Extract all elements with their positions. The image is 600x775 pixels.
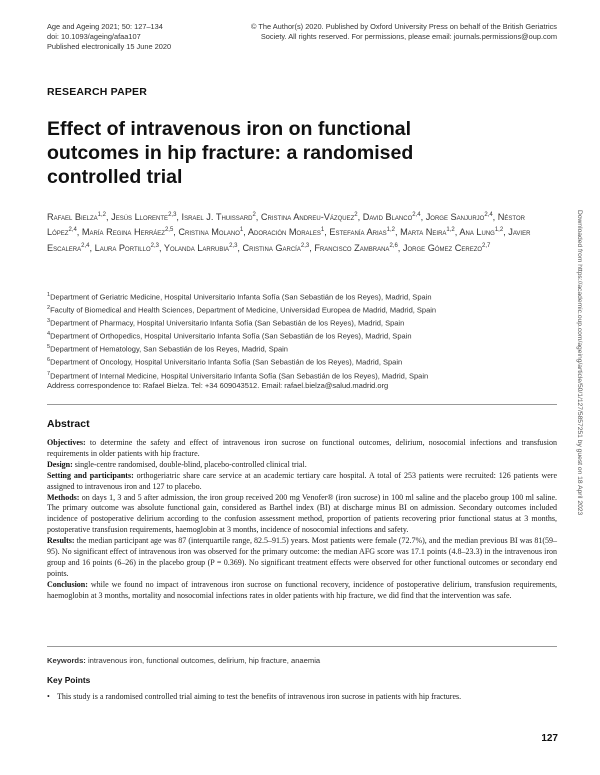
- author-name: Francisco Zambrana: [314, 242, 390, 253]
- abstract-setting-label: Setting and participants:: [47, 470, 134, 480]
- author-affiliation-sup: 2,5: [164, 227, 174, 234]
- affiliation-number: 7: [47, 370, 51, 377]
- abstract-results-label: Results:: [47, 536, 75, 546]
- key-point-text: This study is a randomised controlled trial aiming to test the benefits of intravenous iron sucrose in patients with hip fractures.: [57, 692, 462, 701]
- download-watermark-area: [576, 210, 590, 730]
- divider-bottom: [47, 646, 557, 647]
- author-affiliation-sup: 1,2: [494, 227, 504, 234]
- author-name: María Regina Herráez: [81, 227, 165, 238]
- author-entry: [329, 227, 395, 237]
- author-entry: [47, 212, 106, 222]
- abstract-results-text: the median participant age was 87 (interquartile range, 82.5–91.5) years. Most patients were female (72.7%), and the median previous BI was 81(59–95). No significant effect of intravenous iron was observed for the primary outcome: the median AFG score was 17.1 points (4.8–23.3) in the intravenous iron group and 16 points (6–26) in the placebo group (P = 0.369). No significant treatment effects were observed for other functional outcomes or secondary end points.: [47, 536, 558, 578]
- affiliation-item: [47, 290, 557, 303]
- keywords-text: intravenous iron, functional outcomes, delirium, hip fracture, anaemia: [87, 656, 321, 665]
- page-number: 127: [541, 733, 558, 744]
- author-entry: [111, 212, 176, 222]
- author-affiliation-sup: 2,4: [81, 242, 90, 249]
- affiliation-text: Department of Geriatric Medicine, Hospital Universitario Infanta Sofía (San Sebastián de los Reyes), Madrid, Spain: [50, 292, 432, 302]
- abstract-setting: [47, 471, 557, 493]
- affiliation-number: 2: [47, 305, 51, 312]
- affiliation-text: Department of Orthopedics, Hospital Universitario Infanta Sofía (San Sebastián de los Reyes), Madrid, Spain: [50, 331, 412, 341]
- abstract-results: [47, 536, 557, 580]
- abstract-objectives-text: to determine the safety and effect of intravenous iron sucrose on functional outcomes, delirium, nosocomial infections and transfusion requirements in older patients with hip fracture.: [47, 438, 558, 458]
- affiliation-item: [47, 329, 557, 342]
- affiliation-item: [47, 369, 557, 382]
- affiliation-text: Department of Internal Medicine, Hospital Universitario Infanta Sofía (San Sebastián de los Reyes), Madrid, Spain: [50, 371, 429, 381]
- author-entry: [243, 243, 310, 253]
- affiliation-text: Department of Oncology, Hospital Universitario Infanta Sofía (San Sebastián de los Reyes), Madrid, Spain: [50, 357, 403, 367]
- affiliation-item: [47, 303, 557, 316]
- author-entry: [95, 243, 159, 253]
- author-entry: [426, 212, 493, 222]
- copyright-line-1: © The Author(s) 2020. Published by Oxford University Press on behalf of the British Geriatrics: [251, 22, 557, 31]
- article-type-label: RESEARCH PAPER: [47, 86, 148, 98]
- abstract-conclusion-label: Conclusion:: [47, 579, 88, 589]
- abstract-conclusion: [47, 580, 557, 602]
- abstract-methods-label: Methods:: [47, 492, 80, 502]
- affiliation-list: [47, 290, 557, 382]
- bullet-icon: •: [47, 692, 50, 701]
- abstract-design: [47, 460, 557, 471]
- author-entry: [314, 243, 397, 253]
- author-entry: [400, 227, 455, 237]
- journal-citation: Age and Ageing 2021; 50: 127–134: [47, 22, 163, 31]
- author-name: Rafael Bielza: [47, 212, 98, 223]
- author-entry: [459, 227, 503, 237]
- author-name: David Blanco: [362, 212, 413, 223]
- affiliation-item: [47, 355, 557, 368]
- journal-header-left: [47, 22, 171, 52]
- doi-line[interactable]: doi: 10.1093/ageing/afaa107: [47, 32, 141, 41]
- key-point-item: [47, 692, 557, 703]
- author-list: Rafael Bielza$^{1,2}$, Jesús Llorente$^{2,3}$, Israel J. Thuissard$^2$, Cristina Andreu-Vázquez$^2$, David Blanco$^{2,4}$, Jorge Sanjurjo$^{2,4}$, Néstor López$^{2,4}$, María Regina Herráez$^{2,5}$, Cristina Molano$^1$, Adoración Morales$^1$, Estefanía Arias$^{1,2}$, Marta Neira$^{1,2}$, Ana Lung$^{1,2}$, Javier Escalera$^{2,4}$, Laura Portillo$^{2,3}$, Yolanda Larrubia$^{2,3}$, Cristina García$^{2,3}$, Francisco Zambrana$^{2,6}$, Jorge Gómez Cerezo$^{2,7}$: [47, 212, 531, 253]
- author-name: Cristina García: [242, 242, 301, 253]
- author-name: Néstor López: [47, 212, 525, 238]
- article-title: Effect of intravenous iron on functional outcomes in hip fracture: a randomised controlled trial: [47, 118, 414, 188]
- copyright-line-2: Society. All rights reserved. For permissions, please email: journals.permissions@oup.com: [260, 32, 557, 41]
- author-entry: [248, 227, 324, 237]
- author-affiliation-sup: 2: [354, 212, 358, 218]
- abstract-objectives-label: Objectives:: [47, 438, 86, 447]
- author-affiliation-sup: 1: [320, 227, 325, 234]
- affiliation-number: 3: [47, 318, 51, 325]
- author-affiliation-sup: 2: [252, 212, 256, 218]
- author-affiliation-sup: 2,3: [168, 212, 177, 218]
- affiliation-text: Department of Pharmacy, Hospital Universitario Infanta Sofía (San Sebastián de los Reyes), Madrid, Spain: [50, 318, 405, 328]
- keywords-label: Keywords:: [47, 656, 86, 665]
- author-name: Jorge Gómez Cerezo: [402, 242, 483, 253]
- author-affiliation-sup: 2,3: [229, 242, 238, 249]
- author-entry: [261, 212, 358, 222]
- author-name: Jesús Llorente: [111, 212, 169, 223]
- author-affiliation-sup: 1,2: [386, 227, 395, 234]
- abstract-design-label: Design:: [47, 459, 73, 469]
- author-affiliation-sup: 2,7: [482, 242, 491, 249]
- affiliation-number: 6: [47, 357, 51, 364]
- author-affiliation-sup: 2,6: [389, 242, 398, 249]
- affiliation-item: [47, 342, 557, 355]
- author-entry: [363, 212, 421, 222]
- author-entry: [403, 243, 491, 253]
- author-affiliation-sup: 1,2: [446, 227, 455, 234]
- download-watermark: Downloaded from https://academic.oup.com/ageing/article/50/1/127/5857251 by guest on 18 April 2023: [576, 210, 583, 516]
- author-name: Ana Lung: [459, 227, 495, 238]
- author-name: Estefanía Arias: [329, 227, 387, 238]
- abstract-heading: Abstract: [47, 418, 90, 430]
- correspondence-address: Address correspondence to: Rafael Bielza. Tel: +34 609043512. Email: rafael.bielza@salud.madrid.org: [47, 381, 389, 390]
- affiliation-text: Department of Hematology, San Sebastián de los Reyes, Madrid, Spain: [50, 344, 288, 354]
- author-name: Cristina Andreu-Vázquez: [260, 212, 355, 223]
- author-affiliation-sup: 2,4: [484, 212, 493, 218]
- author-name: Javier Escalera: [47, 227, 531, 253]
- abstract-objectives: [47, 438, 557, 460]
- author-name: Cristina Molano: [178, 227, 240, 238]
- author-entry: [164, 243, 237, 253]
- affiliation-item: [47, 316, 557, 329]
- author-affiliation-sup: 1,2: [97, 212, 107, 218]
- author-name: Israel J. Thuissard: [181, 212, 253, 223]
- author-name: Jorge Sanjurjo: [425, 212, 485, 223]
- author-name: Laura Portillo: [94, 242, 151, 253]
- author-affiliation-sup: 2,4: [412, 212, 421, 218]
- abstract-conclusion-text: while we found no impact of intravenous iron sucrose on functional recovery, incidence of postoperative delirium, transfusion requirements, haemoglobin at 3 months, mortality and nosocomial infections rates in older patients with hip fracture, we did find that the intervention was safe.: [47, 579, 558, 600]
- author-affiliation-sup: 2,3: [300, 242, 310, 249]
- author-affiliation-sup: 1: [239, 227, 244, 234]
- abstract-design-text: single-centre randomised, double-blind, placebo-controlled clinical trial.: [74, 459, 307, 469]
- divider-top: [47, 404, 557, 405]
- affiliation-number: 4: [47, 331, 51, 338]
- affiliation-number: 5: [47, 344, 51, 351]
- author-entry: [182, 212, 256, 222]
- abstract-setting-text: orthogeriatric share care service at an academic tertiary care hospital. A total of 253 patients were recruited: 126 patients were assigned to intravenous iron and 127 to placebo.: [47, 470, 557, 491]
- published-date: Published electronically 15 June 2020: [47, 42, 172, 51]
- author-affiliation-sup: 2,3: [150, 242, 159, 249]
- key-points-list: [47, 692, 557, 703]
- copyright-notice: [212, 22, 557, 42]
- abstract-methods: [47, 493, 557, 537]
- abstract-methods-text: on days 1, 3 and 5 after admission, the iron group received 200 mg Venofer® (iron sucrose) in 100 ml saline and the placebo group 100 ml saline. The primary outcome was absolute functional gain, considered as Barthel index (BI) at discharge minus BI on admission. Secondary outcomes included incidence of postoperative delirium according to the confusion assessment method, proportion of patients recovering prior functional status at 3 months, postoperative transfusion requirements, haemoglobin at 3 months, incidence of nosocomial infections and safety.: [47, 492, 558, 535]
- author-name: Marta Neira: [400, 227, 447, 238]
- keywords-line: [47, 656, 557, 665]
- author-name: Adoración Morales: [247, 227, 321, 238]
- abstract-body: [47, 438, 557, 602]
- affiliation-number: 1: [47, 292, 51, 298]
- affiliation-text: Faculty of Biomedical and Health Sciences, Department of Medicine, Universidad Europea de Madrid, Madrid, Spain: [50, 305, 437, 315]
- author-entry: [82, 227, 173, 237]
- author-entry: [178, 227, 243, 237]
- key-points-heading: Key Points: [47, 675, 91, 685]
- author-affiliation-sup: 2,4: [68, 227, 77, 234]
- author-name: Yolanda Larrubia: [163, 242, 230, 253]
